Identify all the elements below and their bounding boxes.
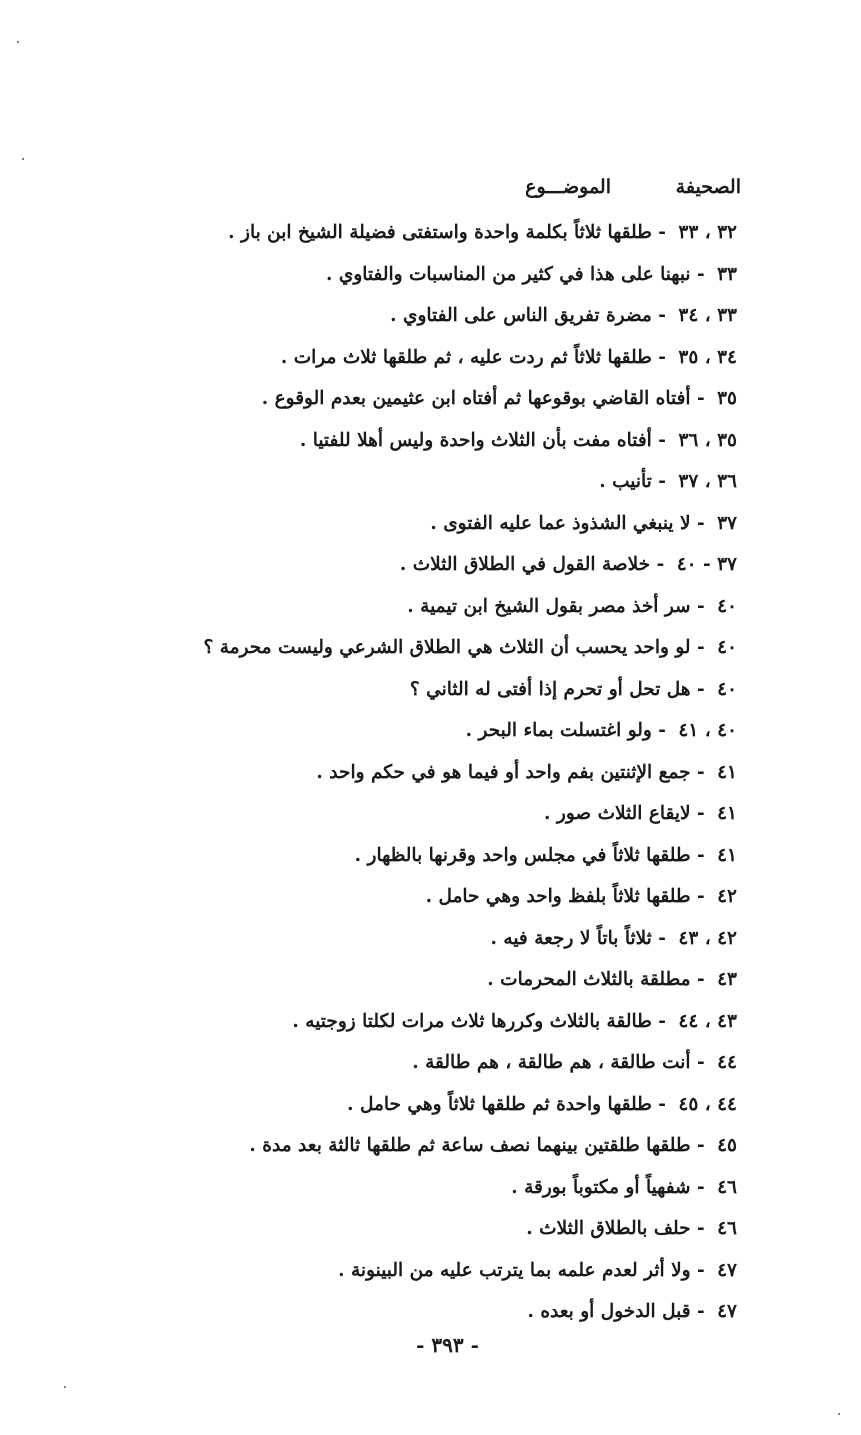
entry-separator: - [651,927,673,949]
entry-topic: خلاصة القول في الطلاق الثلاث . [399,554,651,575]
entry-topic: جمع الإثنتين بفم واحد أو فيما هو في حكم واحد . [316,761,691,783]
entry-separator: - [690,1135,712,1156]
entry-page-numbers: ٤١ [717,761,737,783]
entry-separator: - [690,678,712,700]
entry-page-numbers: ٤٧ [717,1301,737,1322]
entry-page-numbers: ٤٤ ، ٤٥ [678,1093,737,1115]
entry-topic: طالقة بالثلاث وكررها ثلاث مرات لكلتا زوجتيه . [292,1010,652,1032]
entry-page-numbers: ٣٧ [717,512,737,534]
entry-separator: - [690,388,712,409]
entry-separator: - [690,512,712,534]
scan-speck [17,41,19,43]
index-entry [77,1001,737,1043]
entry-page-numbers: ٤٧ [717,1259,737,1281]
entry-page-numbers: ٣٧ - ٤٠ [676,554,737,575]
index-entry [77,544,737,586]
entry-separator: - [690,1052,712,1073]
entry-topic: طلقها طلقتين بينهما نصف ساعة ثم طلقها ثالثة بعد مدة . [249,1135,691,1156]
entry-separator: - [690,803,712,824]
index-entry [77,752,737,794]
entry-topic: لو واحد يحسب أن الثلاث هي الطلاق الشرعي وليست محرمة ؟ [203,637,691,658]
entry-separator: - [690,263,712,285]
entry-separator: - [690,1218,712,1239]
scan-speck [64,1386,66,1388]
entry-topic: طلقها ثلاثاً بلفظ واحد وهي حامل . [425,886,691,907]
entry-topic: لا ينبغي الشذوذ عما عليه الفتوى . [430,512,691,534]
entry-page-numbers: ٤٢ [717,886,737,907]
entry-separator: - [690,1259,712,1281]
index-entry [77,1125,737,1167]
entry-separator: - [651,305,673,326]
index-entry [77,1167,737,1209]
entry-separator: - [690,886,712,907]
entry-page-numbers: ٣٣ ، ٣٤ [678,305,737,326]
index-entry [77,669,737,711]
entry-topic: شفهياً أو مكتوباً بورقة . [511,1176,691,1198]
entry-separator: - [690,1301,712,1322]
entry-separator: - [651,1093,673,1115]
entry-separator: - [651,720,673,741]
index-entry [77,337,737,379]
entry-topic: طلقها واحدة ثم طلقها ثلاثاً وهي حامل . [347,1093,652,1115]
entry-topic: مضرة تفريق الناس على الفتاوي . [390,305,652,326]
entry-topic: ولو اغتسلت بماء البحر . [465,720,652,741]
entry-topic: أنت طالقة ، هم طالقة ، هم طالقة . [412,1052,691,1073]
entry-separator: - [651,222,673,243]
entry-separator: - [651,1010,673,1032]
entry-page-numbers: ٤٥ [717,1135,737,1156]
entry-separator: - [650,554,671,575]
entry-page-numbers: ٣٥ ، ٣٦ [678,429,737,451]
entry-separator: - [690,1176,712,1198]
index-entry [77,959,737,1001]
index-entry [77,710,737,752]
entry-topic: لايقاع الثلاث صور . [544,803,691,824]
entry-topic: طلقها ثلاثاً بكلمة واحدة واستفتى فضيلة الشيخ ابن باز . [228,222,652,243]
index-entry [77,295,737,337]
index-entry [77,420,737,462]
entry-topic: نبهنا على هذا في كثير من المناسبات والفتاوي . [325,263,691,285]
index-entry [77,212,737,254]
entry-page-numbers: ٤٦ [717,1218,737,1239]
entry-separator: - [651,471,673,492]
entry-topic: حلف بالطلاق الثلاث . [526,1218,691,1239]
entry-page-numbers: ٤١ [717,844,737,866]
page-column-heading: الصحيفة [675,176,741,198]
entry-page-numbers: ٤٠ [717,637,737,658]
index-entry [77,1208,737,1250]
index-entry [77,793,737,835]
entry-topic: هل تحل أو تحرم إذا أفتى له الثاني ؟ [409,678,691,700]
entry-page-numbers: ٤٦ [717,1176,737,1198]
index-entry [77,627,737,669]
entry-topic: مطلقة بالثلاث المحرمات . [487,969,691,990]
index-entry [77,503,737,545]
entry-page-numbers: ٣٣ [717,263,737,285]
index-entry [77,461,737,503]
entry-topic: طلقها ثلاثاً في مجلس واحد وقرنها بالظهار . [354,844,691,866]
index-entry [77,254,737,296]
entry-topic: ثلاثاً باتاً لا رجعة فيه . [490,927,652,949]
entry-page-numbers: ٤٠ [717,678,737,700]
entry-page-numbers: ٤٣ [717,969,737,990]
entry-separator: - [651,346,673,368]
entry-separator: - [690,595,712,617]
entry-topic: طلقها ثلاثاً ثم ردت عليه ، ثم طلقها ثلاث مرات . [280,346,652,368]
entry-topic: سر أخذ مصر بقول الشيخ ابن تيمية . [407,595,691,617]
entry-page-numbers: ٣٤ ، ٣٥ [678,346,737,368]
entry-separator: - [690,844,712,866]
index-entry [77,1084,737,1126]
scan-speck [22,158,24,160]
index-entry [77,1250,737,1292]
index-entries-list [77,212,737,1333]
entry-page-numbers: ٤٠ ، ٤١ [678,720,737,741]
entry-topic: ولا أثر لعدم علمه بما يترتب عليه من البينونة . [338,1259,691,1281]
entry-page-numbers: ٤١ [717,803,737,824]
entry-page-numbers: ٣٢ ، ٣٣ [678,222,737,243]
index-entry [77,586,737,628]
entry-separator: - [690,637,712,658]
index-entry [77,876,737,918]
scan-speck [838,1413,840,1415]
entry-separator: - [690,969,712,990]
entry-topic: أفتاه مفت بأن الثلاث واحدة وليس أهلا للفتيا . [299,429,652,451]
index-entry [77,918,737,960]
entry-separator: - [651,429,673,451]
index-entry [77,835,737,877]
entry-page-numbers: ٤٠ [717,595,737,617]
entry-separator: - [690,761,712,783]
topic-column-heading: الموضـــوع [525,176,611,198]
entry-page-numbers: ٤٤ [717,1052,737,1073]
entry-topic: تأنيب . [599,471,652,492]
entry-page-numbers: ٣٦ ، ٣٧ [678,471,737,492]
index-entry [77,1291,737,1333]
index-entry [77,1042,737,1084]
entry-topic: أفتاه القاضي بوقوعها ثم أفتاه ابن عثيمين بعدم الوقوع . [261,388,691,409]
entry-page-numbers: ٤٢ ، ٤٣ [678,927,737,949]
entry-page-numbers: ٤٣ ، ٤٤ [678,1010,737,1032]
index-header [181,176,741,206]
entry-topic: قبل الدخول أو بعده . [527,1301,691,1322]
index-entry [77,378,737,420]
entry-page-numbers: ٣٥ [717,388,737,409]
page-number: - ٣٩٣ - [416,1333,479,1357]
